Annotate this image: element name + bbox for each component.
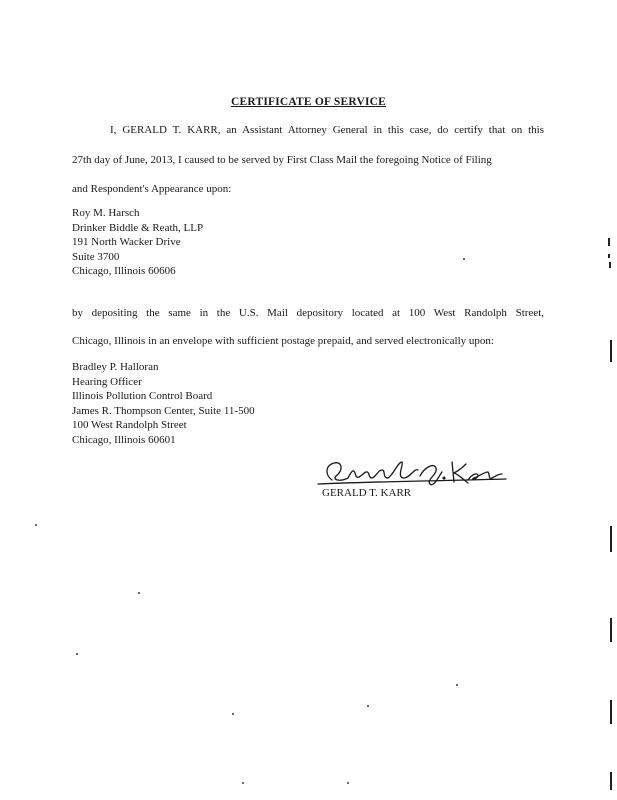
- signatory-name: GERALD T. KARR: [322, 487, 412, 499]
- scan-mark: [610, 526, 612, 552]
- paragraph1-line3: and Respondent's Appearance upon:: [72, 183, 232, 195]
- scan-mark: [608, 254, 610, 258]
- recipient1-city: Chicago, Illinois 60606: [72, 265, 176, 278]
- scan-speck: [35, 524, 37, 526]
- scan-speck: [456, 684, 458, 686]
- signature-block: [316, 456, 516, 506]
- scan-speck: [347, 782, 349, 784]
- recipient2-address-block: [72, 360, 255, 448]
- paragraph1-line1: I, GERALD T. KARR, an Assistant Attorney General in this case, do certify that on this: [110, 124, 544, 136]
- recipient1-firm: Drinker Biddle & Reath, LLP: [72, 221, 204, 234]
- scan-mark: [609, 262, 611, 268]
- recipient2-city: Chicago, Illinois 60601: [72, 433, 176, 446]
- page-title: CERTIFICATE OF SERVICE: [230, 96, 387, 108]
- paragraph1-line2: 27th day of June, 2013, I caused to be served by First Class Mail the foregoing Notice of Filing: [72, 154, 492, 166]
- recipient2-agency: Illinois Pollution Control Board: [72, 390, 213, 403]
- scan-mark: [610, 340, 612, 362]
- recipient2-street: 100 West Randolph Street: [72, 419, 187, 432]
- scan-mark: [610, 618, 612, 642]
- scan-speck: [242, 782, 244, 784]
- paragraph2-line2: Chicago, Illinois in an envelope with sufficient postage prepaid, and served electronically upon:: [72, 335, 494, 347]
- scan-mark: [610, 772, 612, 790]
- scan-speck: [76, 653, 78, 655]
- scan-speck: [463, 258, 465, 260]
- recipient2-name: Bradley P. Halloran: [72, 361, 159, 373]
- scan-speck: [367, 705, 369, 707]
- scan-speck: [232, 713, 234, 715]
- handwritten-signature: [316, 456, 516, 490]
- scan-speck: [138, 592, 140, 594]
- recipient2-building: James R. Thompson Center, Suite 11-500: [72, 404, 255, 417]
- scan-mark: [608, 238, 610, 246]
- scan-mark: [610, 700, 612, 724]
- recipient1-address-block: [72, 206, 203, 279]
- recipient1-suite: Suite 3700: [72, 250, 120, 263]
- recipient2-title: Hearing Officer: [72, 375, 142, 388]
- paragraph2-line1: by depositing the same in the U.S. Mail depository located at 100 West Randolph Street,: [72, 307, 544, 319]
- recipient1-name: Roy M. Harsch: [72, 207, 140, 219]
- recipient1-street: 191 North Wacker Drive: [72, 236, 181, 249]
